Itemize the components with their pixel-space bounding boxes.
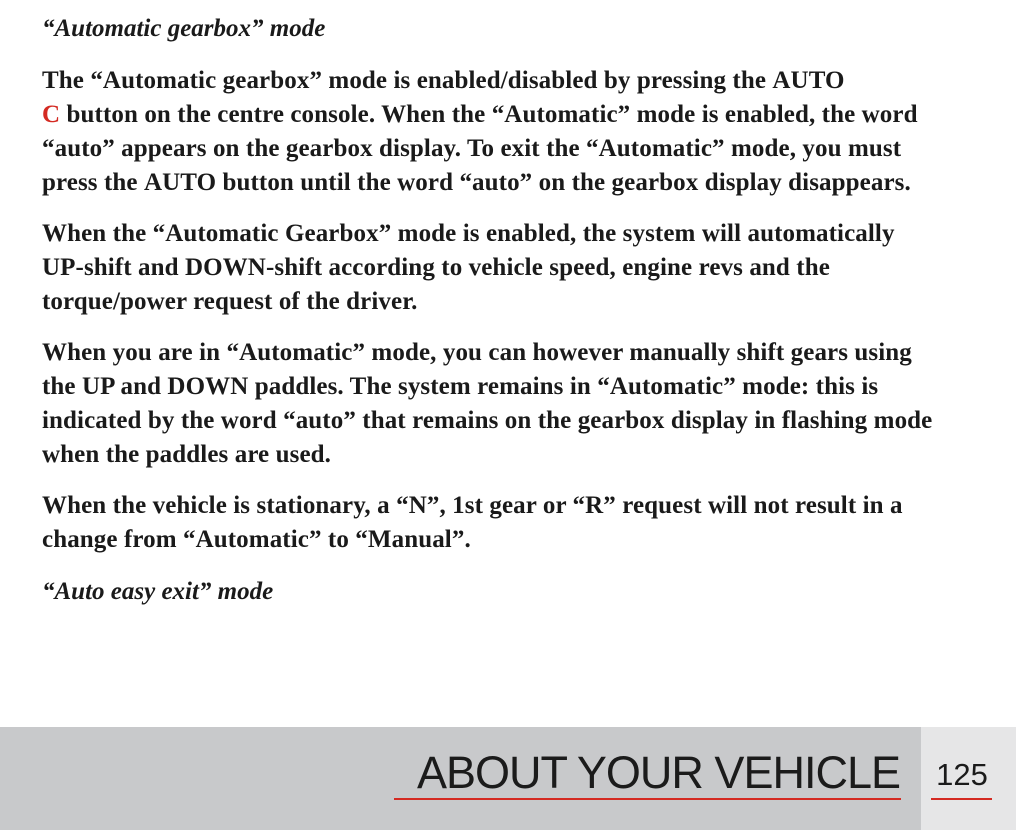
paragraph-text: ”, 1st gear or “R” request will not result in a change from “Automatic” to “Manual”. — [42, 492, 903, 553]
neutral-label: N — [408, 492, 427, 519]
auto-button-name: AUTO — [772, 67, 845, 94]
manual-page-body — [42, 12, 942, 609]
auto-button-name: AUTO — [143, 169, 217, 196]
auto-button-suffix: C — [42, 101, 61, 128]
paragraph-text: button on the centre console. When the “Automatic” mode is enabled, the word “auto” appears on the gearbox display. To exit the “Automatic” mode, you must press the — [42, 101, 918, 196]
paragraph-stationary-request — [42, 489, 942, 557]
paragraph-auto-button — [42, 64, 942, 200]
chapter-title: ABOUT YOUR VEHICLE — [417, 747, 900, 798]
paragraph-automatic-shifting — [42, 217, 942, 319]
paragraph-text: button until the word “auto” on the gearbox display disappears. — [216, 169, 911, 196]
paragraph-manual-paddles: When you are in “Automatic” mode, you can however manually shift gears using the UP and DOWN paddles. The system remains in “Automatic” mode: this is indicated by the word “auto” that remains on the gearbox display in flashing mode when the paddles are used. — [42, 339, 933, 468]
chapter-title-underline — [394, 798, 901, 800]
paragraph-text: -shift according to vehicle speed, engine revs and the torque/power request of the driver. — [42, 254, 830, 315]
paragraph-text: The “Automatic gearbox” mode is enabled/disabled by pressing the — [42, 67, 773, 94]
page-number: 125 — [936, 757, 988, 792]
section-heading-automatic-gearbox: “Automatic gearbox” mode — [42, 15, 326, 42]
page-number-underline — [931, 798, 992, 800]
down-shift-label: DOWN — [185, 254, 266, 281]
up-shift-label: UP — [42, 254, 76, 281]
paragraph-text: When the vehicle is stationary, a “ — [42, 492, 409, 519]
paragraph-text: When the “Automatic Gearbox” mode is enabled, the system will automatically — [42, 220, 895, 247]
paragraph-text: -shift and — [75, 254, 185, 281]
section-heading-auto-easy-exit: “Auto easy exit” mode — [42, 578, 274, 605]
